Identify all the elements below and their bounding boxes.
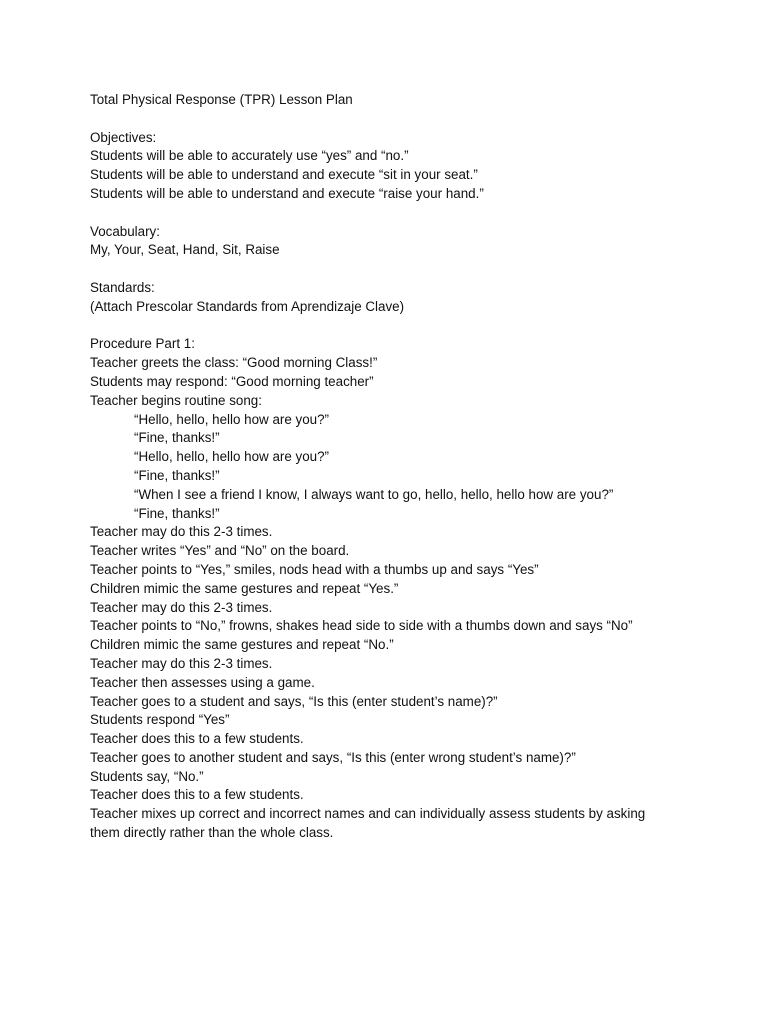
procedure-step: Teacher greets the class: “Good morning Class!” <box>90 355 378 371</box>
procedure-step: Teacher goes to a student and says, “Is this (enter student’s name)?” <box>90 693 498 709</box>
procedure-step: Teacher may do this 2-3 times. <box>90 524 273 540</box>
procedure-step: Teacher may do this 2-3 times. <box>90 599 273 615</box>
spacer <box>90 110 690 129</box>
song-line: “Fine, thanks!” <box>134 430 220 446</box>
document-title: Total Physical Response (TPR) Lesson Plan <box>90 92 353 107</box>
objective-item: Students will be able to understand and execute “raise your hand.” <box>90 185 484 201</box>
spacer <box>90 317 690 336</box>
procedure-step: Children mimic the same gestures and repeat “No.” <box>90 637 394 653</box>
procedure-step: Teacher begins routine song: <box>90 392 262 408</box>
song-line: “Fine, thanks!” <box>134 467 220 483</box>
procedure-step: Teacher goes to another student and says, “Is this (enter wrong student’s name)?” <box>90 749 576 765</box>
objective-item: Students will be able to understand and execute “sit in your seat.” <box>90 167 478 183</box>
song-line: “Hello, hello, hello how are you?” <box>134 449 330 465</box>
vocabulary-list: My, Your, Seat, Hand, Sit, Raise <box>90 242 280 258</box>
procedure-step: Students may respond: “Good morning teacher” <box>90 373 374 389</box>
objectives-heading: Objectives: <box>90 129 157 145</box>
song-line: “When I see a friend I know, I always want to go, hello, hello, hello how are you?” <box>134 486 614 502</box>
standards-text: (Attach Prescolar Standards from Aprendizaje Clave) <box>90 298 405 314</box>
procedure-step: Teacher points to “Yes,” smiles, nods head with a thumbs up and says “Yes” <box>90 561 539 577</box>
procedure-step: Teacher may do this 2-3 times. <box>90 655 273 671</box>
spacer <box>90 260 690 279</box>
procedure-step: Students say, “No.” <box>90 768 204 784</box>
song-line: “Fine, thanks!” <box>134 505 220 521</box>
procedure-step: Teacher then assesses using a game. <box>90 674 315 690</box>
procedure-step: Teacher points to “No,” frowns, shakes head side to side with a thumbs down and says “No” <box>90 618 633 634</box>
procedure-step: Teacher does this to a few students. <box>90 787 304 803</box>
song-line: “Hello, hello, hello how are you?” <box>134 411 330 427</box>
vocabulary-heading: Vocabulary: <box>90 223 160 239</box>
procedure-step: Students respond “Yes” <box>90 712 230 728</box>
standards-heading: Standards: <box>90 279 155 295</box>
procedure-step: Teacher does this to a few students. <box>90 731 304 747</box>
procedure-heading: Procedure Part 1: <box>90 336 195 352</box>
procedure-step: Teacher writes “Yes” and “No” on the board. <box>90 543 350 559</box>
objective-item: Students will be able to accurately use “yes” and “no.” <box>90 148 409 164</box>
spacer <box>90 204 690 223</box>
procedure-step: Teacher mixes up correct and incorrect names and can individually assess students by asking them directly rather than the whole class. <box>90 806 646 841</box>
document-page <box>90 91 690 843</box>
procedure-step: Children mimic the same gestures and repeat “Yes.” <box>90 580 399 596</box>
